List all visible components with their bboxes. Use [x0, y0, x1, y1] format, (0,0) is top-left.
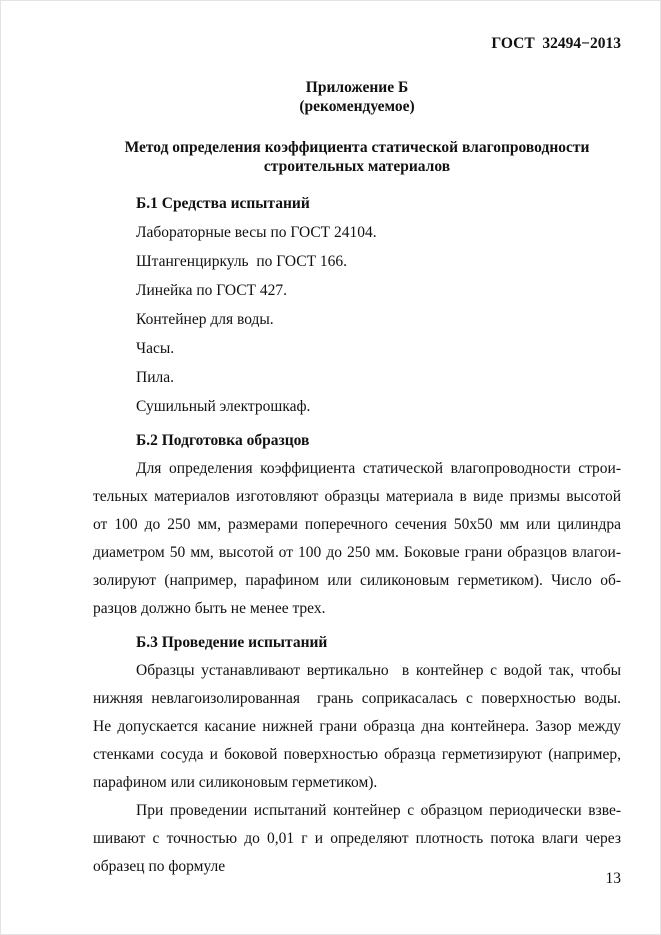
equipment-item: Контейнер для воды. — [136, 311, 274, 328]
equipment-item: Пила. — [136, 369, 174, 386]
text-line: стенками сосуда и боковой поверхностью образца герметизируют (например, — [93, 746, 621, 763]
appendix-header — [93, 78, 621, 116]
section-b3-heading: Б.3 Проведение испытаний — [136, 634, 328, 651]
text-line: тельных материалов изготовляют образцы материала в виде призмы высотой — [93, 488, 621, 505]
page-number: 13 — [605, 870, 621, 887]
text-line: парафином или силиконовым герметиком). — [93, 774, 378, 791]
doc-title-line-1: Метод определения коэффициента статической влагопроводности — [124, 139, 590, 156]
equipment-item: Сушильный электрошкаф. — [136, 398, 311, 415]
appendix-title: Приложение Б — [305, 79, 409, 96]
text-line: от 100 до 250 мм, размерами поперечного сечения 50х50 мм или цилиндра — [93, 516, 621, 533]
text-line: Для определения коэффициента статической влагопроводности строи- — [136, 460, 621, 477]
document-title — [93, 138, 621, 176]
text-line: При проведении испытаний контейнер с образцом периодически взве- — [136, 802, 621, 819]
section-b2-heading: Б.2 Подготовка образцов — [136, 432, 310, 449]
text-line: золируют (например, парафином или силиконовым герметиком). Число об- — [93, 572, 621, 589]
section-b1-heading: Б.1 Средства испытаний — [136, 195, 310, 212]
text-line: шивают с точностью до 0,01 г и определяют плотность потока влаги через — [93, 830, 621, 847]
text-line: разцов должно быть не менее трех. — [93, 600, 326, 617]
doc-title-line-2: строительных материалов — [263, 158, 451, 175]
doc-code: ГОСТ 32494−2013 — [491, 35, 621, 52]
text-line: Не допускается касание нижней грани образца дна контейнера. Зазор между — [93, 718, 621, 735]
equipment-item: Лабораторные весы по ГОСТ 24104. — [136, 224, 377, 241]
equipment-item: Линейка по ГОСТ 427. — [136, 282, 288, 299]
text-block — [93, 0, 621, 881]
text-line: Образцы устанавливают вертикально в контейнер с водой так, чтобы — [136, 662, 621, 679]
text-line: диаметром 50 мм, высотой от 100 до 250 мм. Боковые грани образцов влагои- — [93, 544, 621, 561]
equipment-item: Часы. — [136, 340, 175, 357]
appendix-subtitle: (рекомендуемое) — [299, 98, 415, 115]
text-line: нижняя невлагоизолированная грань соприкасалась с поверхностью воды. — [93, 690, 621, 707]
text-line: образец по формуле — [93, 858, 226, 875]
equipment-item: Штангенциркуль по ГОСТ 166. — [136, 253, 348, 270]
